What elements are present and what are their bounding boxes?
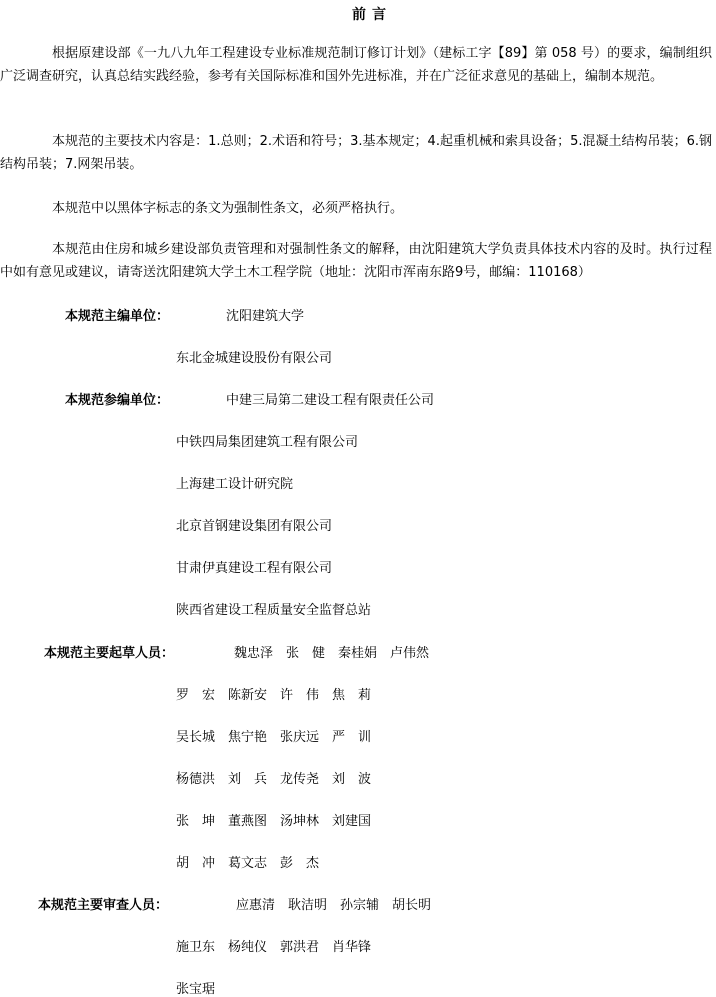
drafters-row: 杨德洪 刘 兵 龙传尧 刘 波	[176, 772, 372, 787]
chief-unit-item: 东北金城建设股份有限公司	[176, 351, 333, 366]
reviewers-row: 张宝琚	[176, 982, 216, 997]
participating-unit-item: 上海建工设计研究院	[176, 477, 294, 492]
drafters-row: 魏忠泽 张 健 秦桂娟 卢伟然	[234, 646, 430, 661]
participating-unit-item: 中建三局第二建设工程有限责任公司	[226, 393, 435, 408]
paragraph-mandatory: 本规范中以黑体字标志的条文为强制性条文，必须严格执行。	[52, 201, 404, 216]
paragraph-basis: 根据原建设部《一九八九年工程建设专业标准规范制订修订计划》（建标工字【89】第 058 号）的要求，编制组织广泛调查研究，认真总结实践经验，参考有关国际标准和国外先进标准，并在广泛征求意见的基础上，编制本规范。	[0, 46, 712, 84]
participating-unit-item: 陕西省建设工程质量安全监督总站	[176, 603, 372, 618]
drafters-row: 罗 宏 陈新安 许 伟 焦 莉	[176, 688, 372, 703]
paragraph-contents: 本规范的主要技术内容是：1.总则；2.术语和符号；3.基本规定；4.起重机械和索具设备；5.混凝土结构吊装；6.钢结构吊装；7.网架吊装。	[0, 134, 712, 172]
drafters-row: 吴长城 焦宁艳 张庆远 严 训	[176, 730, 372, 745]
reviewers-label: 本规范主要审查人员：	[38, 898, 169, 913]
reviewers-row: 应惠清 耿洁明 孙宗辅 胡长明	[236, 898, 432, 913]
chief-units-label: 本规范主编单位：	[65, 309, 170, 324]
page-title: 前言	[352, 7, 392, 23]
reviewers-row: 施卫东 杨纯仪 郭洪君 肖华锋	[176, 940, 372, 955]
participating-unit-item: 中铁四局集团建筑工程有限公司	[176, 435, 359, 450]
participating-unit-item: 甘肃伊真建设工程有限公司	[176, 561, 333, 576]
participating-unit-item: 北京首钢建设集团有限公司	[176, 519, 333, 534]
drafters-row: 胡 冲 葛文志 彭 杰	[176, 856, 320, 871]
participating-units-label: 本规范参编单位：	[65, 393, 170, 408]
drafters-label: 本规范主要起草人员：	[44, 646, 175, 661]
drafters-row: 张 坤 董燕图 汤坤林 刘建国	[176, 814, 372, 829]
chief-unit-item: 沈阳建筑大学	[226, 309, 305, 324]
paragraph-management: 本规范由住房和城乡建设部负责管理和对强制性条文的解释，由沈阳建筑大学负责具体技术内容的及时。执行过程中如有意见或建议，请寄送沈阳建筑大学土木工程学院（地址：沈阳市浑南东路9号，邮编：110168）	[0, 242, 712, 280]
